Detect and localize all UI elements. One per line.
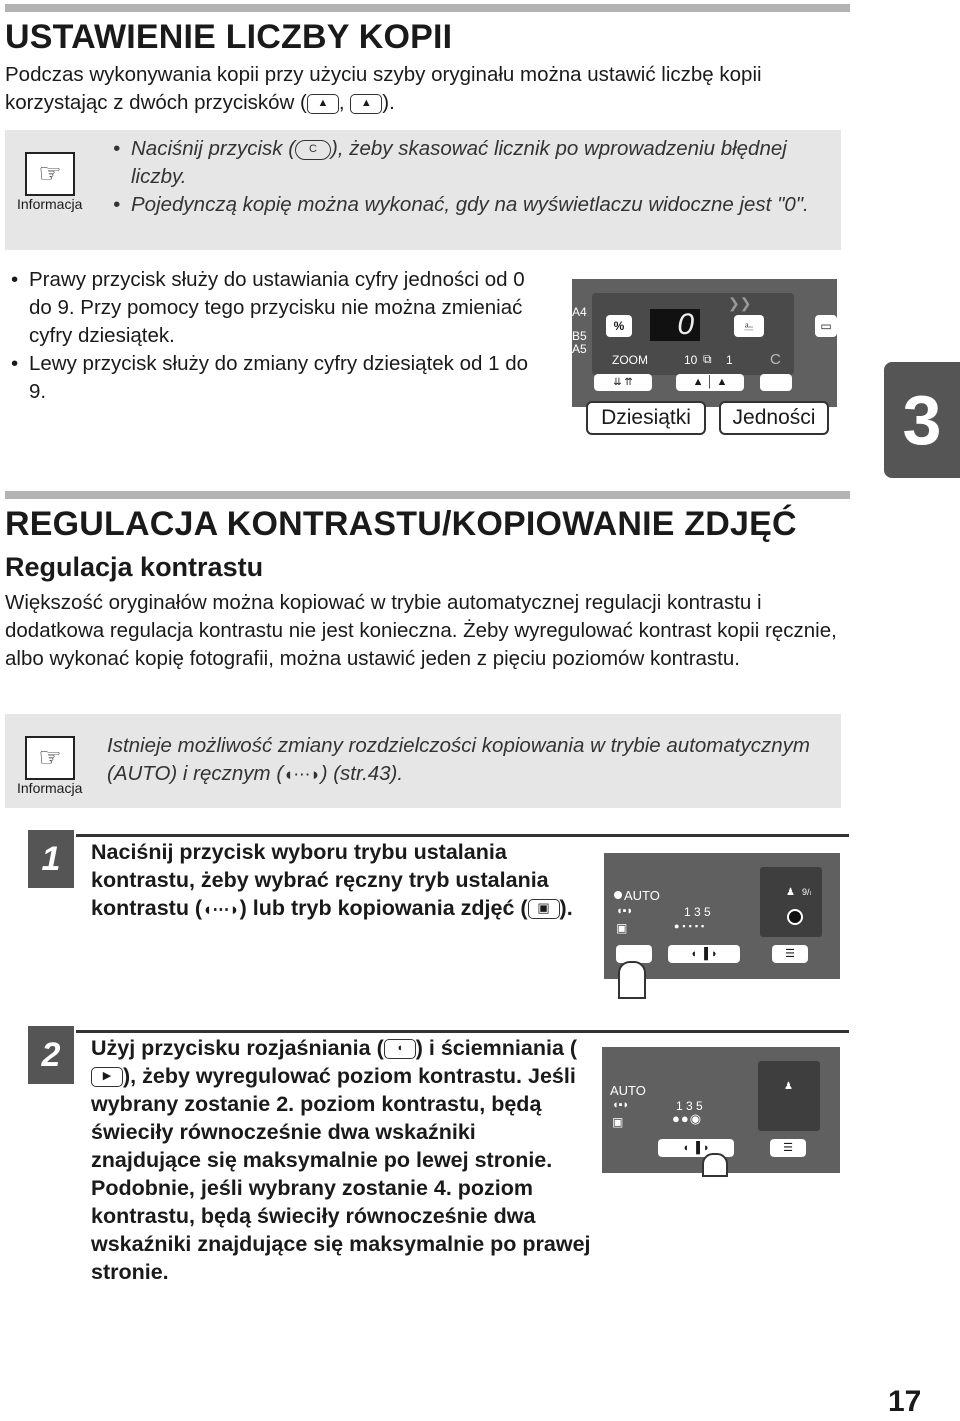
photo-mode-icon: ▣: [616, 921, 628, 935]
resolution-label: 9/ₗ: [802, 887, 811, 897]
contrast-scale-label: 1 3 5: [684, 905, 711, 919]
zoom-percent-button[interactable]: %: [606, 315, 632, 337]
step-number: 1: [28, 830, 74, 888]
note-content: Istnieje możliwość zmiany rozdzielczości kopiowania w trybie automatycznym (AUTO) i ręcznym (◖⋯◗) (str.43).: [107, 734, 810, 785]
count-arrows-button[interactable]: ▲ │ ▲: [676, 374, 744, 391]
zoom-arrows-button[interactable]: ⇊ ⇈: [594, 374, 652, 391]
intro-text: Podczas wykonywania kopii przy użyciu szyby oryginału można ustawić liczbę kopii korzystając z dwóch przycisków (: [5, 63, 762, 114]
panel-inner: [758, 1061, 820, 1131]
intro-separator: ,: [338, 91, 345, 114]
ones-label: 1: [726, 353, 733, 367]
manual-contrast-icon: ◖▪◗: [612, 1099, 630, 1111]
note-label: Informacja: [17, 196, 83, 212]
output-button[interactable]: ▭: [815, 315, 837, 337]
ones-callout: Jedności: [719, 401, 829, 435]
light-dark-button[interactable]: ◖ ▐ ◗: [668, 945, 740, 963]
contrast-panel-illustration: [602, 1047, 840, 1173]
step-rule: [76, 834, 849, 837]
photo-mode-icon: ▣: [528, 899, 560, 919]
clear-label: C: [770, 351, 781, 368]
photo-person-icon: ♟: [784, 1081, 793, 1092]
finger-pointer-icon: [618, 961, 646, 999]
list-item: • Lewy przycisk służy do zmiany cyfry dziesiątek od 1 do 9.: [5, 350, 535, 406]
contrast-paragraph: Większość oryginałów można kopiować w trybie automatycznej regulacji kontrastu i dodatkowa regulacja kontrastu nie jest konieczna. Żeby wyregulować kontrast kopii ręcznie, albo wykonać kopię fotografii, można ustawić jeden z pięciu poziomów kontrastu.: [5, 591, 837, 670]
note-bullet: • Pojedynczą kopię można wykonać, gdy na wyświetlaczu widoczne jest "0".: [107, 191, 827, 219]
paper-b5-label: B5: [572, 329, 587, 343]
panel-inner: [760, 867, 822, 937]
page-number: 17: [888, 1385, 922, 1418]
resolution-button[interactable]: ☰: [772, 945, 808, 963]
control-panel-illustration: [572, 279, 837, 407]
auto-label: AUTO: [610, 1083, 646, 1098]
section-title: REGULACJA KONTRASTU/KOPIOWANIE ZDJĘĆ: [5, 505, 797, 543]
step-rule: [76, 1030, 849, 1033]
contrast-scale-label: 1 3 5: [676, 1099, 703, 1113]
note-bullet: • Naciśnij przycisk ( C ), żeby skasować licznik po wprowadzeniu błędnej liczby.: [107, 135, 827, 191]
tens-label: 10: [684, 353, 698, 367]
photo-mode-icon: ▣: [612, 1115, 624, 1129]
pointing-hand-icon: ☞: [25, 736, 75, 780]
tens-callout: Dziesiątki: [586, 401, 706, 435]
up-arrow-key-icon: ▲: [307, 94, 339, 114]
contrast-indicators: ●▪▪▪▪: [674, 921, 708, 931]
copy-count-display: 0: [650, 309, 700, 341]
note-label: Informacja: [17, 780, 83, 796]
contrast-indicators: ●●◉: [672, 1111, 703, 1126]
auto-label: AUTO: [624, 888, 660, 903]
lighten-key-icon: ◖: [384, 1039, 416, 1059]
manual-contrast-icon: ◖⋯◗: [283, 765, 321, 784]
section-rule: [5, 4, 850, 12]
section-title: USTAWIENIE LICZBY KOPII: [5, 18, 453, 56]
copy-mode-button[interactable]: ⎁: [734, 315, 764, 337]
step-number: 2: [28, 1026, 74, 1084]
intro-paragraph: [5, 61, 855, 117]
list-item: • Prawy przycisk służy do ustawiania cyfry jedności od 0 do 9. Przy pomocy tego przycisku nie można zmieniać cyfry dziesiątek.: [5, 266, 535, 350]
paper-a5-label: A5: [572, 342, 587, 356]
resolution-button[interactable]: ☰: [770, 1139, 806, 1157]
chevron-right-icon: ❯❯: [728, 295, 752, 311]
manual-contrast-icon: ◖⋯◗: [202, 900, 240, 919]
step-text: Użyj przycisku rozjaśniania ( ◖ ) i ściemniania (▶ ), żeby wyregulować poziom kontrastu. Jeśli wybrany zostanie 2. poziom kontrastu, będą świeciły równocześnie dwa wskaźniki znajdujące się maksymalnie po lewej stronie. Podobnie, jeśli wybrany zostanie 4. poziom kontrastu, będą świeciły równocześnie dwa wskaźniki znajdujące się maksymalnie po prawej stronie.: [91, 1036, 591, 1284]
zoom-label: ZOOM: [612, 353, 648, 367]
info-note: [5, 714, 841, 808]
section-subtitle: Regulacja kontrastu: [5, 552, 264, 582]
photo-person-icon: ♟: [786, 887, 795, 898]
finger-pointer-icon: [702, 1153, 728, 1177]
paper-a4-label: A4: [572, 305, 587, 319]
auto-indicator: [614, 891, 622, 899]
contrast-panel-illustration: [604, 853, 840, 979]
info-note: [5, 130, 841, 250]
section-rule: [5, 491, 850, 499]
chapter-tab: 3: [884, 362, 960, 478]
darken-key-icon: ▶: [91, 1067, 123, 1087]
pointing-hand-icon: ☞: [25, 152, 75, 196]
copies-icon: ⧉: [703, 352, 712, 366]
up-arrow-key-icon: ▲: [350, 94, 382, 114]
step-text: Naciśnij przycisk wyboru trybu ustalania kontrastu, żeby wybrać ręczny tryb ustalania kontrastu (◖⋯◗) lub tryb kopiowania zdjęć ( ▣ ).: [91, 840, 573, 920]
bullet-list: [5, 266, 535, 406]
clear-key-icon: C: [295, 140, 331, 160]
note-content: [107, 135, 827, 219]
clear-button[interactable]: [760, 374, 792, 391]
intro-text-end: ).: [382, 91, 395, 114]
manual-contrast-icon: ◖▪◗: [616, 905, 634, 917]
light-dark-button[interactable]: ◖ ▐ ◗: [658, 1139, 734, 1157]
mode-indicator: [787, 909, 803, 925]
